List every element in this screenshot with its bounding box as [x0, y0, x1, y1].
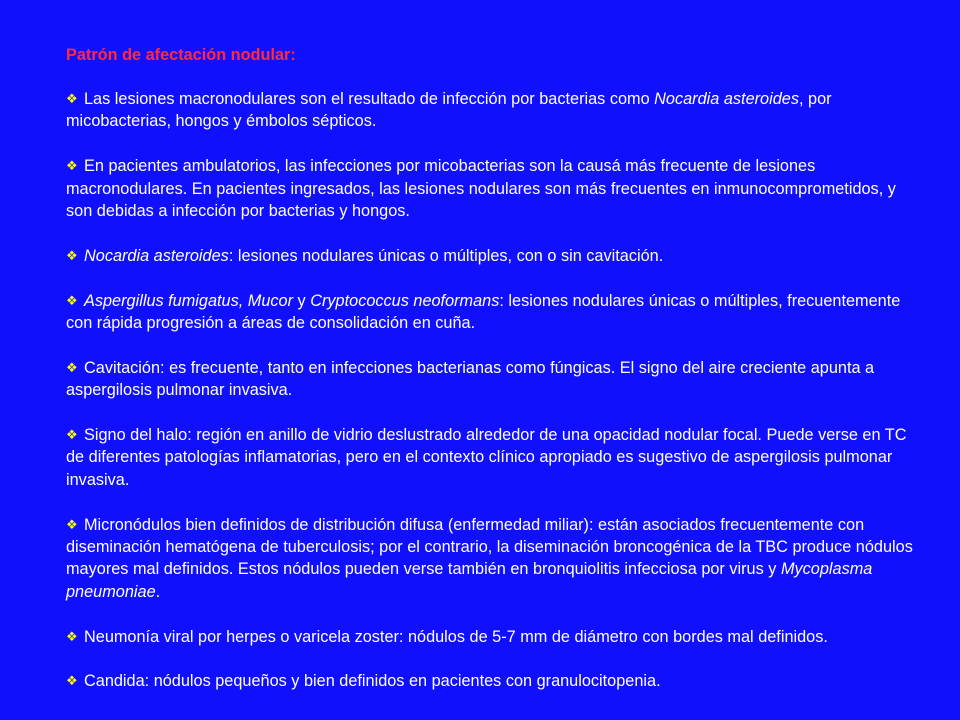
italic-text: Nocardia asteroides	[654, 90, 799, 108]
bullet-item	[66, 155, 926, 222]
diamond-bullet-icon: ❖	[66, 516, 78, 532]
bullet-item	[66, 514, 926, 604]
bullet-text: : lesiones nodulares únicas o múltiples, con o sin cavitación.	[228, 246, 664, 265]
diamond-bullet-icon: ❖	[66, 673, 78, 689]
diamond-bullet-icon: ❖	[66, 158, 78, 174]
bullet-item	[66, 424, 926, 491]
bullet-text: En pacientes ambulatorios, las infecciones por micobacterias son la causá más frecuente de lesiones macronodulares. En pacientes ingresados, las lesiones nodulares son más frecuentes en inmunocomprometidos, y son debidas a infección por bacterias y hongos.	[66, 157, 896, 221]
bullet-item	[66, 245, 926, 267]
bullet-item	[66, 626, 926, 648]
bullet-text: : lesiones nodulares únicas o múltiples, frecuentemente con rápida progresión a áreas de consolidación en cuña.	[66, 291, 901, 333]
diamond-bullet-icon: ❖	[66, 292, 78, 308]
bullet-item	[66, 357, 926, 402]
bullet-text: y	[293, 291, 311, 310]
diamond-bullet-icon: ❖	[66, 359, 78, 375]
bullet-text: Micronódulos bien definidos de distribución difusa (enfermedad miliar): están asociados frecuentemente con diseminación hematógena de tuberculosis; por el contrario, la diseminación broncogénica de la TBC produce nódulos mayores mal definidos. Estos nódulos pueden verse también en bronquiolitis infecciosa por virus y	[66, 515, 913, 579]
bullet-text: Signo del halo: región en anillo de vidrio deslustrado alrededor de una opacidad nodular focal. Puede verse en TC de diferentes patologías inflamatorias, pero en el contexto clínico apropiado es sugestivo de aspergilosis pulmonar invasiva.	[66, 426, 907, 489]
bullet-item	[66, 290, 926, 335]
italic-text: Aspergillus fumigatus, Mucor	[84, 291, 294, 310]
slide-content	[66, 44, 926, 693]
bullet-item	[66, 88, 926, 133]
bullet-text: Cavitación: es frecuente, tanto en infecciones bacterianas como fúngicas. El signo del aire creciente apunta a aspergilosis pulmonar invasiva.	[66, 358, 875, 400]
diamond-bullet-icon: ❖	[66, 427, 78, 443]
bullet-item	[66, 670, 926, 692]
bullet-text: Candida: nódulos pequeños y bien definidos en pacientes con granulocitopenia.	[84, 672, 661, 691]
italic-text: Cryptococcus neoformans	[310, 291, 500, 310]
bullet-text: , por micobacterias, hongos y émbolos sépticos.	[66, 90, 832, 131]
bullet-text: Las lesiones macronodulares son el resultado de infección por bacterias como	[84, 90, 655, 108]
bullet-text: Neumonía viral por herpes o varicela zoster: nódulos de 5-7 mm de diámetro con bordes mal definidos.	[84, 627, 828, 646]
diamond-bullet-icon: ❖	[66, 247, 78, 263]
bullet-text: .	[155, 582, 161, 601]
diamond-bullet-icon: ❖	[66, 628, 78, 644]
slide-title: Patrón de afectación nodular:	[66, 46, 296, 64]
diamond-bullet-icon: ❖	[66, 91, 78, 106]
italic-text: Nocardia asteroides	[84, 246, 229, 265]
italic-text: Mycoplasma pneumoniae	[66, 560, 873, 601]
bullet-list	[66, 88, 926, 693]
